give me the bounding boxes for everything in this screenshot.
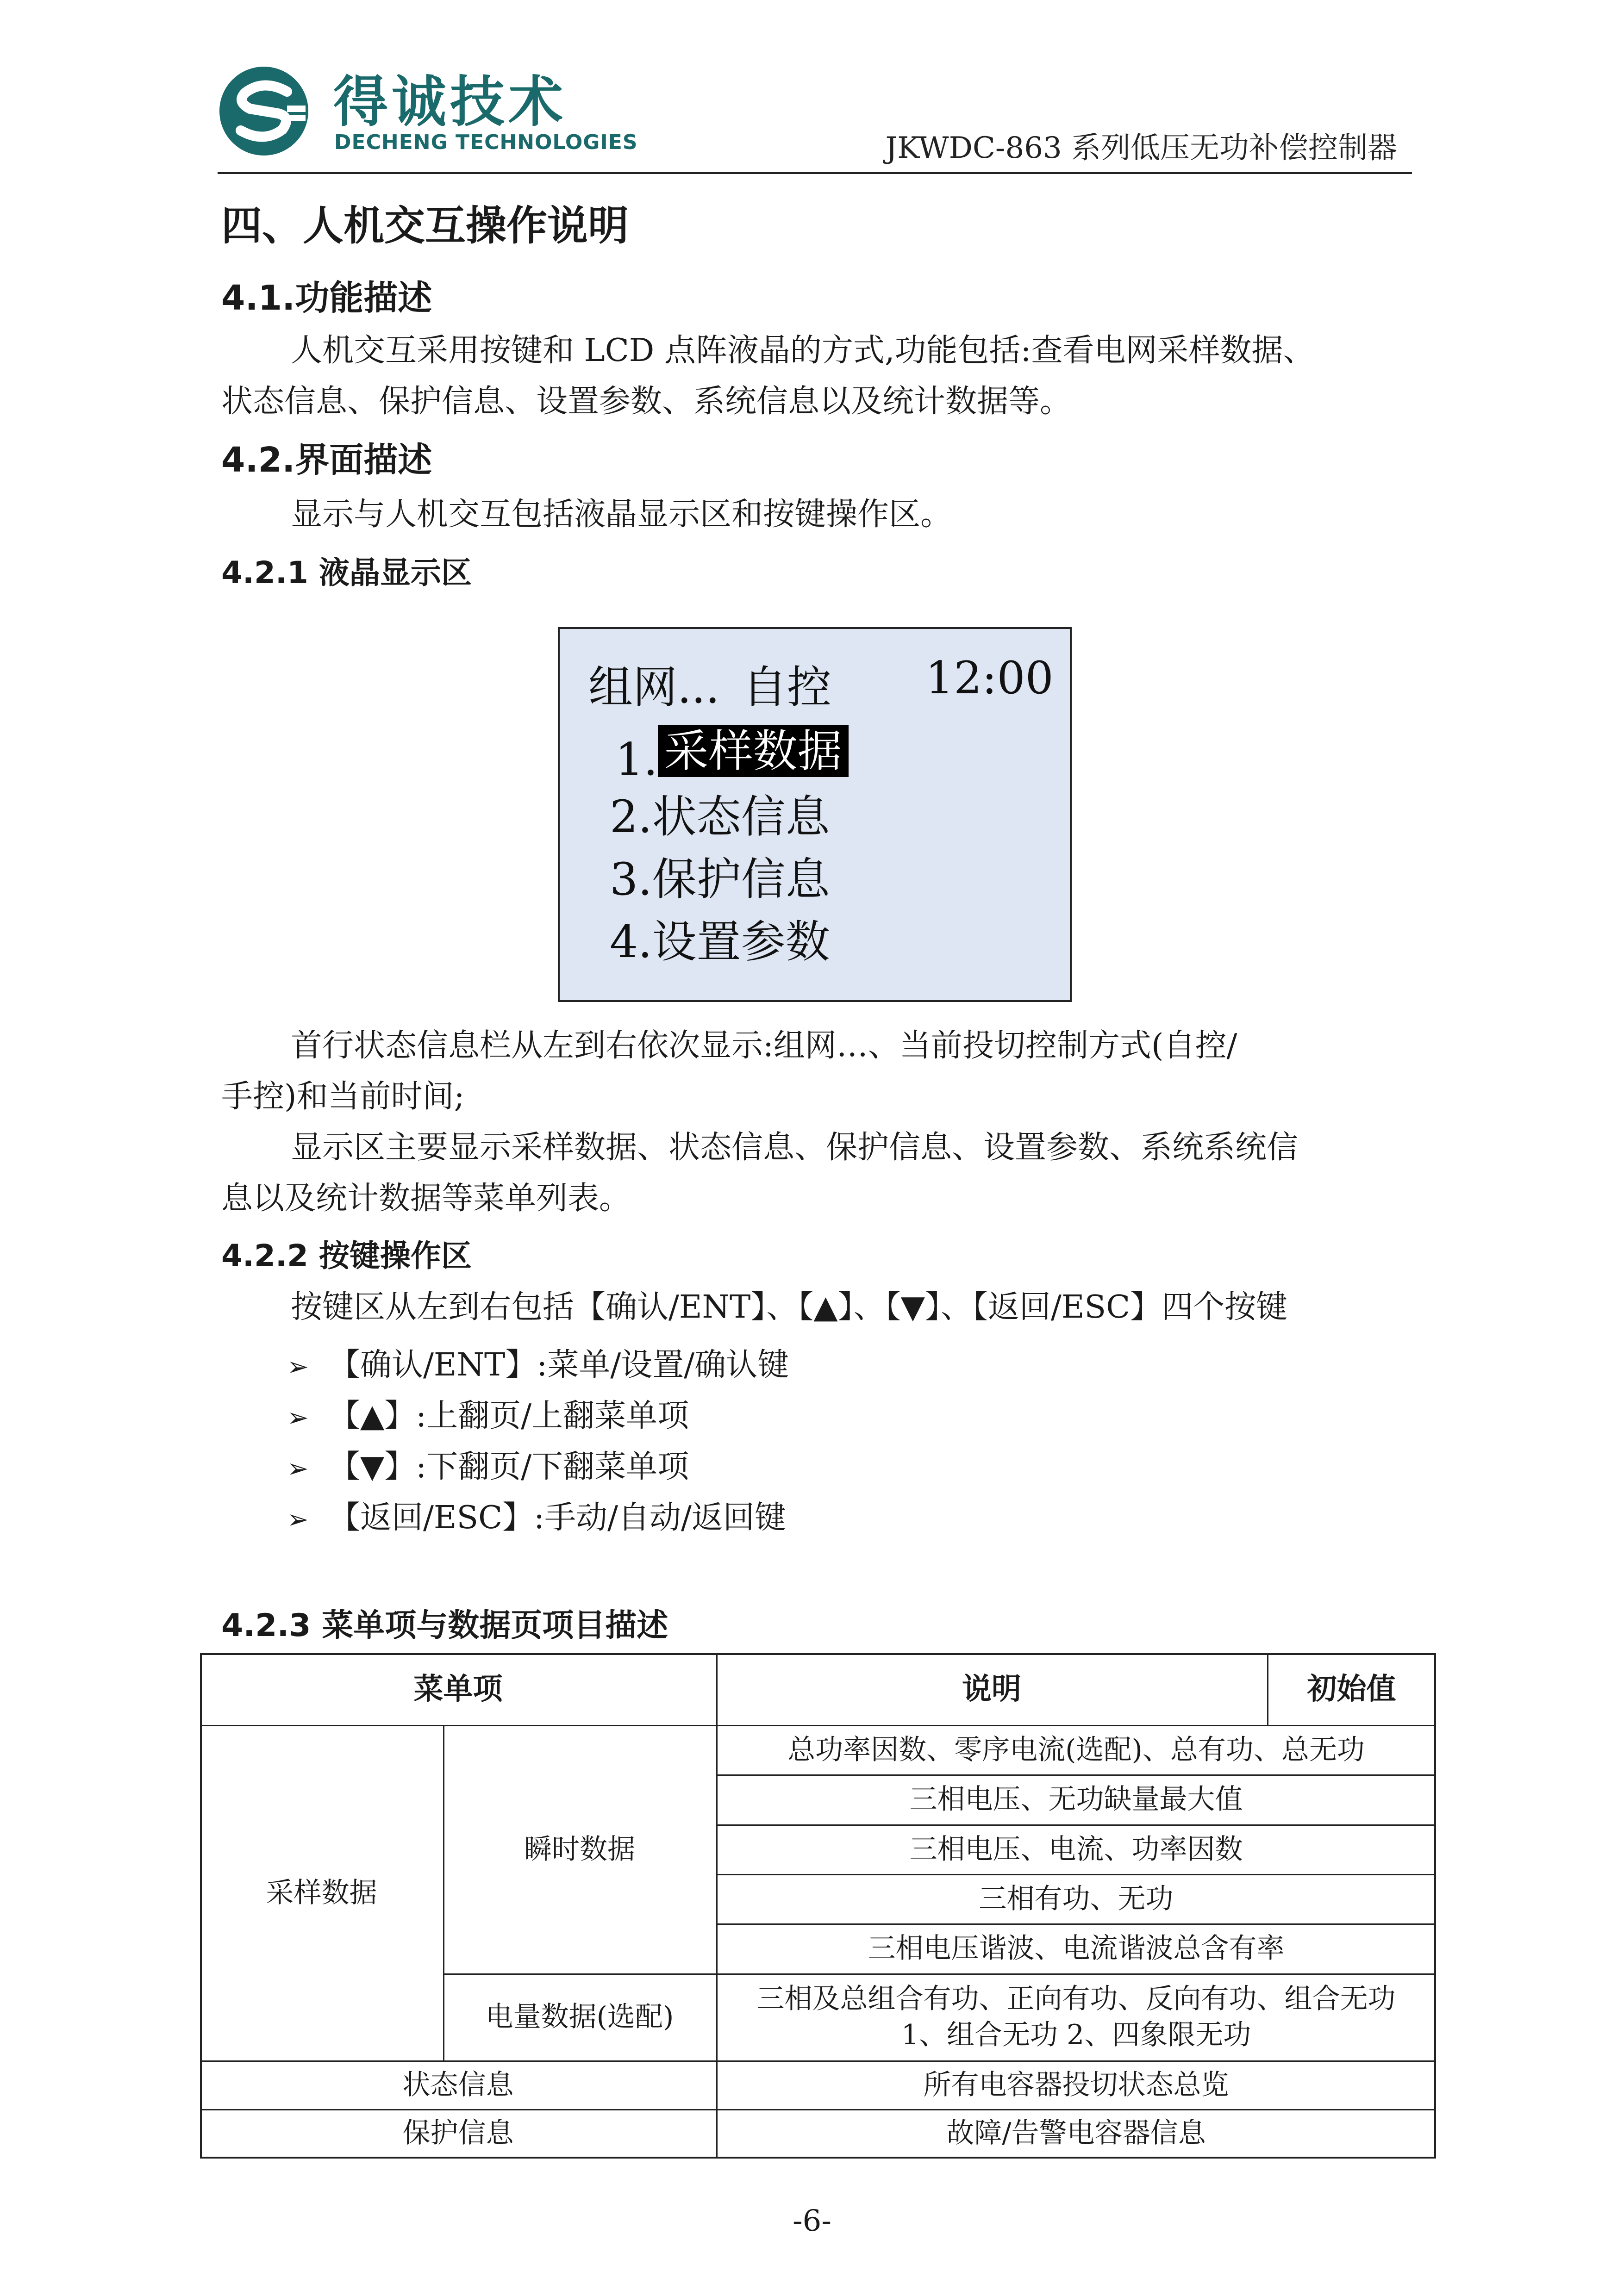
section-4-2-2-title: 4.2.2 按键操作区 bbox=[221, 1238, 472, 1274]
lcd-menu-item-2: 2.状态信息 bbox=[610, 791, 830, 843]
logo-english-text: DECHENG TECHNOLOGIES bbox=[334, 131, 638, 154]
company-logo bbox=[218, 65, 681, 167]
energy-description-line2: 1、组合无功 2、四象限无功 bbox=[901, 2019, 1251, 2051]
lcd-status-mode: 自控 bbox=[743, 661, 831, 713]
lcd-menu-item-3: 3.保护信息 bbox=[610, 853, 830, 905]
table-cell-energy-description bbox=[716, 1973, 1436, 2060]
table-cell-instant-data: 瞬时数据 bbox=[524, 1833, 635, 1866]
bullet-arrow-icon: ➢ bbox=[287, 1352, 309, 1382]
bullet-item bbox=[287, 1340, 789, 1385]
bullet-text: 【确认/ENT】:菜单/设置/确认键 bbox=[329, 1347, 789, 1383]
table-cell-protection-info: 保护信息 bbox=[402, 2116, 514, 2149]
table-cell-status-description: 所有电容器投切状态总览 bbox=[923, 2068, 1229, 2101]
header-divider bbox=[218, 172, 1412, 174]
section-4-2-2-intro: 按键区从左到右包括【确认/ENT】、【▲】、【▼】、【返回/ESC】四个按键 bbox=[291, 1289, 1288, 1325]
bullet-item bbox=[287, 1391, 689, 1436]
bullet-text: 【▲】:上翻页/上翻菜单项 bbox=[329, 1398, 689, 1434]
bullet-text: 【▼】:下翻页/下翻菜单项 bbox=[329, 1449, 689, 1485]
table-border bbox=[200, 2157, 1436, 2159]
section-4-2-1-p1-line2: 手控)和当前时间; bbox=[221, 1078, 465, 1115]
lcd-menu-item-1-label-selected: 采样数据 bbox=[658, 725, 849, 777]
section-4-2-text: 显示与人机交互包括液晶显示区和按键操作区。 bbox=[291, 496, 952, 533]
table-header-menu: 菜单项 bbox=[413, 1672, 503, 1706]
section-4-2-title: 4.2.界面描述 bbox=[221, 440, 432, 480]
lcd-menu-item-1 bbox=[615, 716, 849, 785]
lcd-status-time: 12:00 bbox=[925, 652, 1054, 704]
lcd-status-network: 组网... bbox=[588, 661, 720, 713]
table-cell-sampling-data: 采样数据 bbox=[266, 1876, 377, 1909]
bullet-item bbox=[287, 1493, 786, 1537]
table-cell-description: 三相有功、无功 bbox=[979, 1882, 1174, 1915]
document-title: JKWDC-863 系列低压无功补偿控制器 bbox=[885, 131, 1397, 165]
section-4-2-1-p2-line2: 息以及统计数据等菜单列表。 bbox=[221, 1180, 631, 1217]
table-cell-energy-data: 电量数据(选配) bbox=[485, 2001, 674, 2033]
section-4-2-1-p1-line1: 首行状态信息栏从左到右依次显示:组网…、当前投切控制方式(自控/ bbox=[291, 1027, 1237, 1064]
table-cell-description: 三相电压谐波、电流谐波总含有率 bbox=[868, 1932, 1285, 1965]
bullet-text: 【返回/ESC】:手动/自动/返回键 bbox=[329, 1500, 786, 1536]
table-header-description: 说明 bbox=[962, 1672, 1021, 1706]
logo-mark-icon bbox=[218, 65, 310, 157]
table-cell-description: 三相电压、电流、功率因数 bbox=[909, 1833, 1243, 1866]
section-4-1-title: 4.1.功能描述 bbox=[221, 278, 432, 318]
section-4-1-text-line2: 状态信息、保护信息、设置参数、系统信息以及统计数据等。 bbox=[221, 383, 1072, 420]
menu-description-table bbox=[200, 1653, 1436, 2159]
bullet-arrow-icon: ➢ bbox=[287, 1454, 309, 1484]
energy-description-line1: 三相及总组合有功、正向有功、反向有功、组合无功 bbox=[756, 1983, 1396, 2015]
bullet-arrow-icon: ➢ bbox=[287, 1403, 309, 1433]
table-cell-description: 总功率因数、零序电流(选配)、总有功、总无功 bbox=[787, 1733, 1365, 1766]
bullet-item bbox=[287, 1442, 689, 1487]
section-4-2-1-p2-line1: 显示区主要显示采样数据、状态信息、保护信息、设置参数、系统系统信 bbox=[291, 1129, 1299, 1166]
page-number: -6- bbox=[793, 2204, 831, 2238]
section-4-1-text-line1: 人机交互采用按键和 LCD 点阵液晶的方式,功能包括:查看电网采样数据、 bbox=[291, 332, 1315, 369]
table-cell-protection-description: 故障/告警电容器信息 bbox=[946, 2116, 1206, 2149]
lcd-menu-item-4: 4.设置参数 bbox=[610, 916, 830, 968]
table-cell-description: 三相电压、无功缺量最大值 bbox=[909, 1783, 1243, 1816]
bullet-arrow-icon: ➢ bbox=[287, 1505, 309, 1535]
table-header-initial-value: 初始值 bbox=[1307, 1672, 1396, 1706]
lcd-menu-item-1-number: 1. bbox=[615, 734, 658, 785]
chapter-title: 四、人机交互操作说明 bbox=[221, 202, 629, 249]
section-4-2-1-title: 4.2.1 液晶显示区 bbox=[221, 555, 472, 591]
table-cell-status-info: 状态信息 bbox=[402, 2068, 514, 2101]
logo-chinese-text: 得诚技术 bbox=[333, 70, 567, 134]
lcd-display bbox=[558, 627, 1072, 1002]
table-caption: 4.2.3 菜单项与数据页项目描述 bbox=[221, 1607, 668, 1644]
